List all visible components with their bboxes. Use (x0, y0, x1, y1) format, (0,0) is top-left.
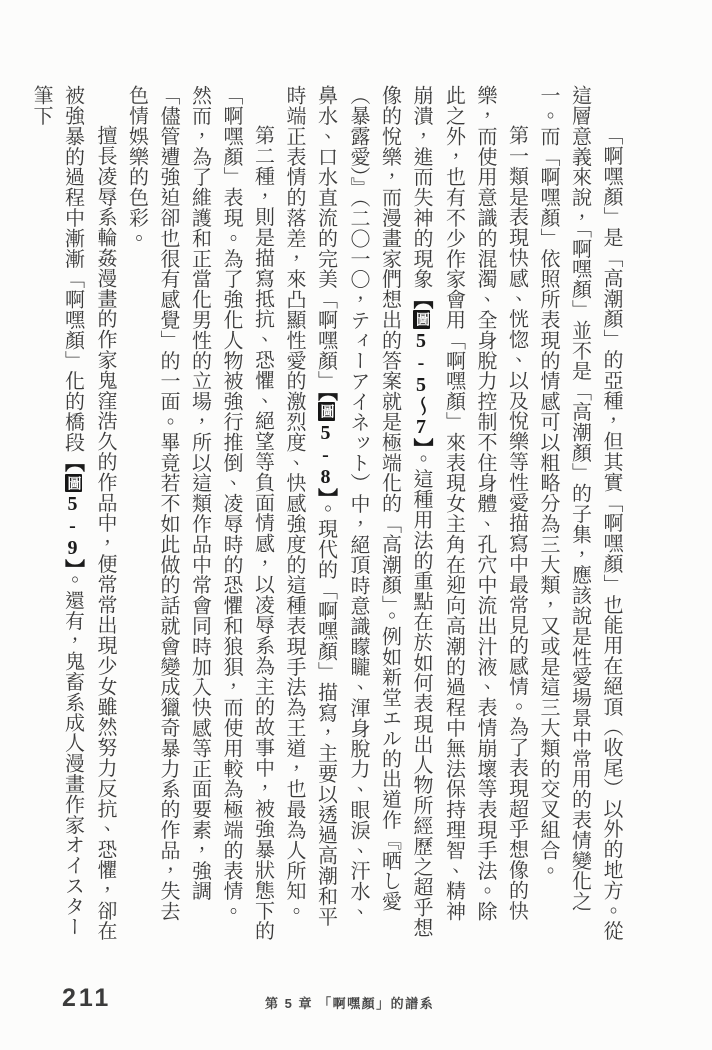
figure-glyph-icon: 圖 (318, 404, 334, 419)
main-vertical-text (25, 85, 627, 941)
paragraph: 「啊嘿顏」是「高潮顏」的亞種，但其實「啊嘿顏」也能用在絕頂（收尾）以外的地方。從這層意義來說，「啊嘿顏」並不是「高潮顏」的子集，應該說是性愛場景中常用的表情變化之一。而「啊嘿顏」依照所表現的情感可以粗略分為三大類，又或是這三大類的交叉組合。 (537, 85, 622, 941)
running-footer-chapter: 第 5 章 「啊嘿顏」的譜系 (265, 996, 435, 1011)
page-number: 211 (62, 984, 112, 1012)
figure-glyph-icon: 圖 (414, 312, 429, 327)
paragraph: 擅長凌辱系輪姦漫畫的作家鬼窪浩久的作品中，便常常出現少女雖然努力反抗、恐懼，卻在被強暴的過程中漸漸「啊嘿顏」化的橋段【圖5-9】。還有，鬼畜系成人漫畫作家オイスター筆下 (30, 85, 116, 941)
paragraph: 第一類是表現快感、恍惚、以及悅樂等性愛描寫中最常見的感情。為了表現超乎想像的快樂，而使用意識的混濁、全身脫力控制不住身體、孔穴中流出汁液、表情崩壞等表現手法。除此之外，也有不少作家會用「啊嘿顏」來表現女主角在迎向高潮的過程中無法保持理智、精神崩潰，進而失神的現象【圖5-5～7】。這種用法的重點在於如何表現出人物所經歷之超乎想像的悅樂，而漫畫家們想出的答案就是極端化的「高潮顏」。例如新堂エル的出道作『晒し愛（暴露愛）』（二〇一〇，ティーアイネット）中，絕頂時意識矇矓、渾身脫力、眼淚、汗水、鼻水、口水直流的完美「啊嘿顏」【圖5-8】。現代的「啊嘿顏」描寫，主要以透過高潮和平時端正表情的落差，來凸顯性愛的激烈度、快感強度的這種表現手法為王道，也最為人所知。 (283, 85, 528, 938)
figure-glyph-icon: 圖 (65, 475, 81, 491)
figure-reference: 【圖5-5～7】 (410, 289, 432, 449)
figure-reference: 【圖5-9】 (61, 452, 84, 570)
paragraph: 第二種，則是描寫抵抗、恐懼、絕望等負面情感，以凌辱系為主的故事中，被強暴狀態下的「啊嘿顏」表現。為了強化人物被強行推倒、凌辱時的恐懼和狼狽，而使用較為極端的表情。然而，為了維護和正當化男性的立場，所以這類作品中常會同時加入快感等正面要素，強調「儘管遭強迫卻也很有感覺」的一面。畢竟若不如此做的話就會變成獵奇暴力系的作品，失去色情娛樂的色彩。 (125, 85, 274, 941)
figure-reference: 【圖5-8】 (314, 391, 337, 499)
